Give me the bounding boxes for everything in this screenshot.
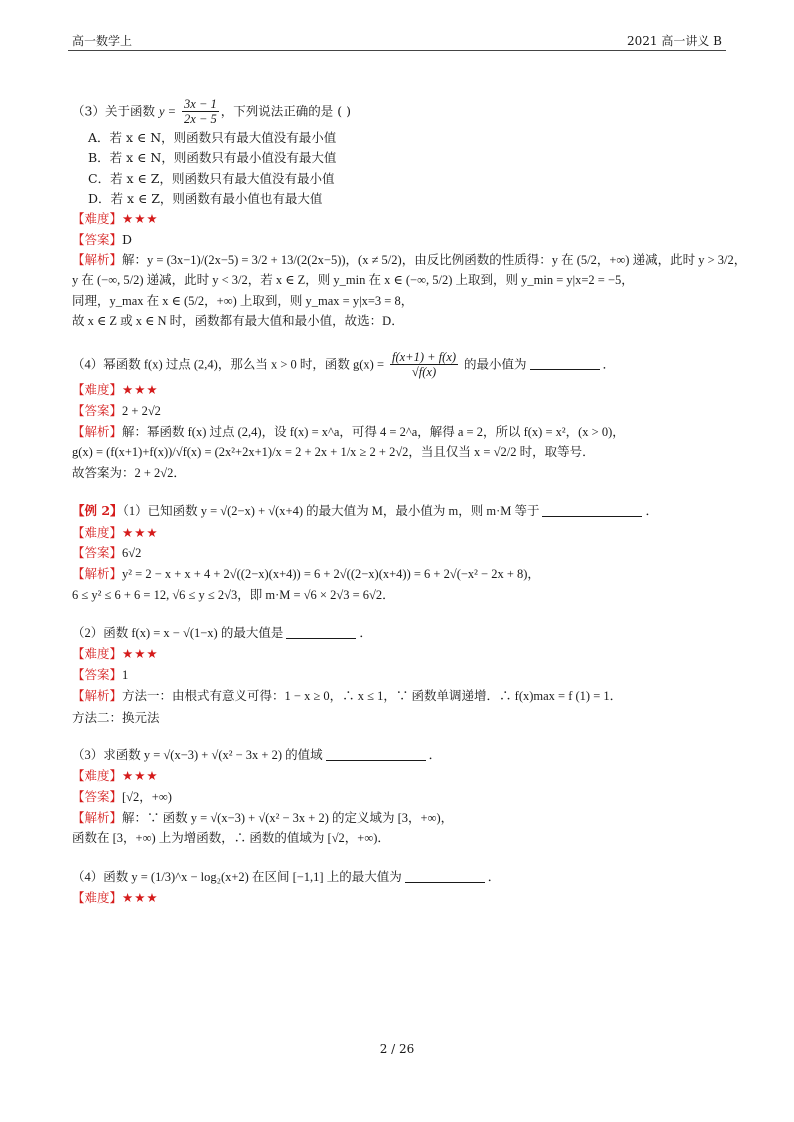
q4-answer: 【答案】2 + 2√2 [72, 402, 161, 418]
q3-option-d: D．若 x ∈ Z，则函数有最小值也有最大值 [88, 190, 323, 206]
q3-stem: （3）关于函数 y = $\frac{3x - 1}{2x - 5}$ ，下列说法正确的是 ( ) [72, 97, 351, 127]
q4-difficulty: 【难度】★★★ [72, 382, 159, 398]
q4b-stem: （4）函数 y = (1/3)^x − log₂(x+2) 在区间 [−1,1] 上的最大值为 ． [72, 868, 501, 884]
header-title: 2021 高一讲义 B [627, 34, 722, 48]
q4-stem: （4）幂函数 f(x) 过点 (2,4)，那么当 x > 0 时，函数 g(x) = $\frac{f(x+1) + f(x)}{√f(x)}$ 的最小值为 ． [72, 349, 616, 379]
page-header [68, 28, 726, 51]
q3b-analysis: 【解析】解：∵ 函数 y = √(x−3) + √(x² − 3x + 2) 的定义域为 [3，+∞)， [72, 810, 454, 825]
q3b-analysis-line2: 函数在 [3，+∞) 上为增函数，∴ 函数的值域为 [√2，+∞)． [72, 831, 390, 846]
ex2-analysis-line2: 6 ≤ y² ≤ 6 + 6 = 12, √6 ≤ y ≤ 2√3，即 m·M = √6 × 2√3 = 6√2． [72, 587, 395, 602]
q2-difficulty: 【难度】★★★ [72, 646, 159, 662]
q4-analysis-line3: 故答案为：2 + 2√2． [72, 465, 186, 480]
q3-fraction: $\frac{3x - 1}{2x - 5}$ [184, 97, 217, 127]
q3-analysis-line3: 同理，y_max 在 x ∈ (5/2，+∞) 上取到，则 y_max = y|x=3 = 8， [72, 293, 414, 308]
q4-analysis: 【解析】解：幂函数 f(x) 过点 (2,4)，设 f(x) = x^a，可得 4 = 2^a，解得 a = 2，所以 f(x) = x²，(x > 0)， [72, 424, 625, 439]
ex2-difficulty: 【难度】★★★ [72, 524, 159, 540]
q4b-difficulty: 【难度】★★★ [72, 890, 159, 906]
q2-answer: 【答案】1 [72, 666, 129, 682]
q2-answer-blank [286, 626, 356, 639]
ex2-stem: 【例 2】（1）已知函数 y = √(2−x) + √(x+4) 的最大值为 M，最小值为 m，则 m·M 等于 ． [72, 503, 658, 519]
ex2-answer-blank [542, 504, 642, 517]
q3-difficulty: 【难度】★★★ [72, 211, 159, 227]
header-course: 高一数学上 [72, 34, 133, 48]
q4-analysis-line2: g(x) = (f(x+1)+f(x))/√f(x) = (2x²+2x+1)/x = 2 + 2x + 1/x ≥ 2 + 2√2，当且仅当 x = √2/2 时，取等号． [72, 445, 595, 460]
q3-option-a: A．若 x ∈ N，则函数只有最大值没有最小值 [88, 129, 337, 145]
q3-option-c: C．若 x ∈ Z，则函数只有最大值没有最小值 [88, 170, 335, 186]
q4-fraction: $\frac{f(x+1) + f(x)}{√f(x)}$ [391, 349, 457, 379]
ex2-answer: 【答案】6√2 [72, 544, 142, 560]
ex2-analysis: 【解析】y² = 2 − x + x + 4 + 2√((2−x)(x+4)) = 6 + 2√((2−x)(x+4)) = 6 + 2√(−x² − 2x + 8)， [72, 566, 540, 582]
q2-analysis-line2: 方法二：换元法 [72, 709, 160, 725]
page-content [72, 96, 747, 909]
q2-stem: （2）函数 f(x) = x − √(1−x) 的最大值是 ． [72, 625, 372, 640]
q3-answer: 【答案】D [72, 231, 133, 247]
q3b-stem: （3）求函数 y = √(x−3) + √(x² − 3x + 2) 的值域 ． [72, 746, 442, 762]
q3-analysis-line2: y 在 (−∞, 5/2) 递减，此时 y < 3/2，若 x ∈ Z，则 y_min 在 x ∈ (−∞, 5/2) 上取到，则 y_min = y|x=2 = −5， [72, 273, 634, 288]
q3b-difficulty: 【难度】★★★ [72, 768, 159, 784]
q3-analysis-line4: 故 x ∈ Z 或 x ∈ N 时，函数都有最大值和最小值，故选：D． [72, 314, 404, 329]
page-number: 2 / 26 [379, 1042, 415, 1056]
q3b-answer: 【答案】[√2，+∞) [72, 788, 172, 804]
ex2-label: 【例 2】 [72, 503, 123, 519]
q3-option-b: B．若 x ∈ N，则函数只有最小值没有最大值 [88, 150, 337, 166]
q3b-answer-blank [326, 748, 426, 761]
q4-answer-blank [530, 357, 600, 370]
q4b-answer-blank [405, 870, 485, 883]
q3-analysis: 【解析】解：y = (3x−1)/(2x−5) = 3/2 + 13/(2(2x−5))，(x ≠ 5/2)，由反比例函数的性质得：y 在 (5/2，+∞) 递减，此时 y > 3/2， [72, 252, 747, 267]
q2-analysis: 【解析】方法一：由根式有意义可得：1 − x ≥ 0，∴ x ≤ 1，∵ 函数单调递增．∴ f(x)max = f (1) = 1． [72, 688, 623, 704]
